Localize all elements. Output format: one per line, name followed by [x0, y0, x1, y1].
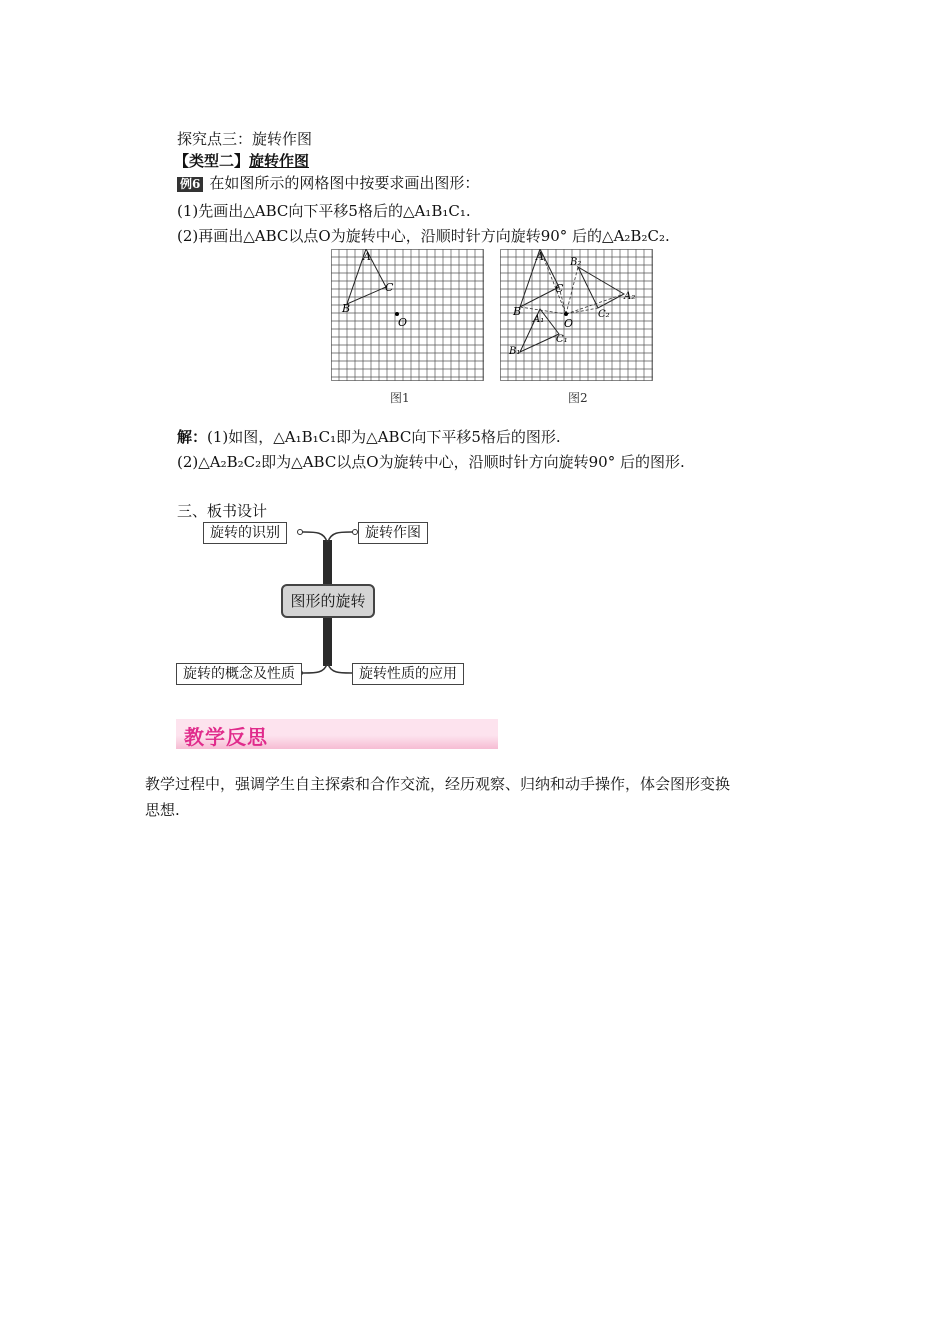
label-o: O: [564, 317, 574, 330]
board-node-concept: 旋转的概念及性质: [176, 663, 302, 685]
board-center-node: 图形的旋转: [281, 584, 375, 618]
point-o: [564, 312, 568, 316]
section-title: 探究点三：旋转作图: [177, 130, 313, 148]
label-c1: C₁: [556, 334, 568, 345]
label-a: A: [536, 250, 544, 263]
label-b1: B₁: [509, 346, 521, 357]
example-prompt: 在如图所示的网格图中按要求画出图形：: [209, 174, 480, 192]
label-c2: C₂: [598, 309, 610, 320]
label-b: B: [342, 302, 351, 315]
solution-2: (2)△A₂B₂C₂即为△ABC以点O为旋转中心，沿顺时针方向旋转90° 后的图形.: [177, 453, 685, 471]
reflection-text-line-1: 教学过程中，强调学生自主探索和合作交流，经历观察、归纳和动手操作，体会图形变换: [145, 775, 731, 793]
reflection-banner-title: 教学反思: [184, 725, 268, 749]
label-c: C: [385, 281, 394, 294]
type-title: 旋转作图: [249, 152, 310, 170]
type-heading: [174, 151, 309, 171]
label-c: C: [555, 282, 564, 295]
figure-1-grid: [331, 249, 484, 381]
figure-2-caption: 图2: [568, 391, 588, 405]
board-design-heading: 三、板书设计: [177, 502, 268, 520]
board-node-application: 旋转性质的应用: [352, 663, 464, 685]
example-badge: 例6: [177, 177, 203, 192]
solution-1-line: [177, 427, 561, 447]
label-a2: A₂: [624, 291, 636, 302]
figure-2-grid: [500, 249, 653, 381]
figure-1-caption: 图1: [390, 391, 410, 405]
solution-label: 解：: [177, 428, 208, 446]
label-b2: B₂: [570, 257, 582, 268]
board-node-identify: 旋转的识别: [203, 522, 287, 544]
reflection-text-line-2: 思想.: [145, 801, 180, 819]
type-bracket: 【类型二】: [174, 152, 250, 170]
reflection-banner: [176, 719, 498, 749]
example-prompt-line: [177, 173, 479, 193]
board-node-construct: 旋转作图: [358, 522, 428, 544]
label-a1: A₁: [533, 314, 545, 325]
label-a: A: [363, 250, 371, 263]
label-b: B: [513, 305, 522, 318]
label-o: O: [398, 316, 408, 329]
solution-1: (1)如图，△A₁B₁C₁即为△ABC向下平移5格后的图形.: [207, 428, 561, 446]
question-1: (1)先画出△ABC向下平移5格后的△A₁B₁C₁.: [177, 202, 471, 220]
question-2: (2)再画出△ABC以点O为旋转中心，沿顺时针方向旋转90° 后的△A₂B₂C₂.: [177, 227, 670, 245]
